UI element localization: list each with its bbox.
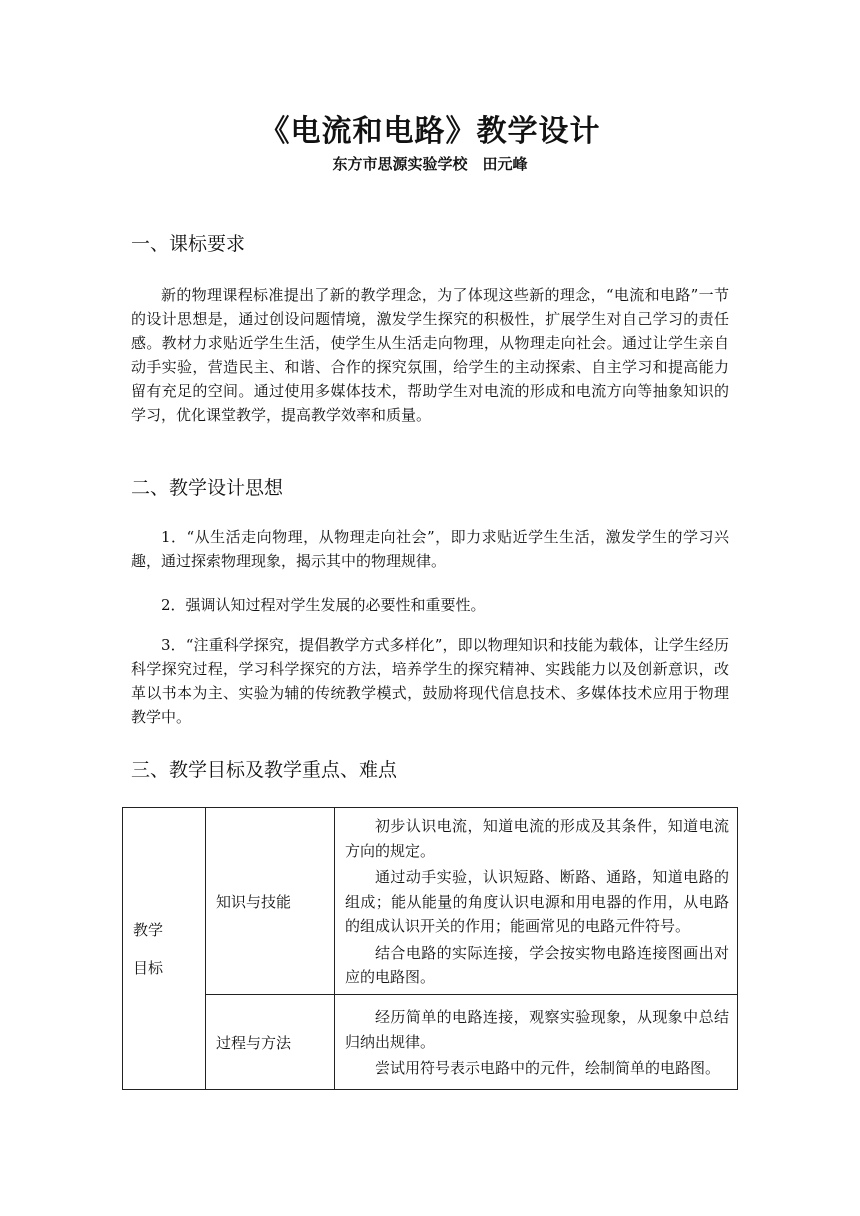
paragraph-design-idea-3: 3．“注重科学探究，提倡教学方式多样化”，即以物理知识和技能为载体，让学生经历科学探究过程，学习科学探究的方法，培养学生的探究精神、实践能力以及创新意识，改革以书本为主、实验为辅的传统教学模式，鼓励将现代信息技术、多媒体技术应用于物理教学中。: [131, 636, 729, 726]
teaching-goals-table: [122, 807, 738, 1090]
goals-category-cell: [123, 808, 206, 1090]
table-row: [123, 808, 738, 995]
goal-label-process: 过程与方法: [216, 1033, 292, 1052]
goal-content-cell: [335, 995, 738, 1090]
paragraph-curriculum: 新的物理课程标准提出了新的教学理念，为了体现这些新的理念，“电流和电路”一节的设计思想是，通过创设问题情境，激发学生探究的积极性，扩展学生对自己学习的责任感。教材力求贴近学生生活，使学生从生活走向物理，从物理走向社会。通过让学生亲自动手实验，营造民主、和谐、合作的探究氛围，给学生的主动探索、自主学习和提高能力留有充足的空间。通过使用多媒体技术，帮助学生对电流的形成和电流方向等抽象知识的学习，优化课堂教学，提高教学效率和质量。: [131, 286, 729, 424]
goal-item: 初步认识电流，知道电流的形成及其条件，知道电流方向的规定。: [345, 817, 729, 860]
author-line: 东方市思源实验学校 田元峰: [332, 155, 528, 173]
paragraph-design-idea-1: 1．“从生活走向物理，从物理走向社会”，即力求贴近学生生活，激发学生的学习兴趣，通过探索物理现象，揭示其中的物理规律。: [131, 528, 729, 570]
goal-item: 尝试用符号表示电路中的元件，绘制简单的电路图。: [375, 1059, 721, 1078]
section-heading-curriculum: 一、课标要求: [131, 233, 246, 255]
goal-item: 结合电路的实际连接，学会按实物电路连接图画出对应的电路图。: [345, 943, 729, 987]
document-title: 《电流和电路》教学设计: [259, 114, 601, 149]
goal-content-cell: [335, 808, 738, 995]
goals-category-line2: 目标: [133, 958, 164, 977]
section-heading-design-idea: 二、教学设计思想: [131, 477, 284, 499]
goal-label-cell: [206, 808, 335, 995]
goal-label-knowledge: 知识与技能: [216, 892, 292, 911]
table-row: [123, 995, 738, 1090]
goals-category-line1: 教学: [133, 920, 164, 939]
section-heading-goals: 三、教学目标及教学重点、难点: [131, 759, 398, 781]
paragraph-design-idea-2: 2．强调认知过程对学生发展的必要性和重要性。: [161, 596, 486, 614]
goal-item: 经历简单的电路连接，观察实验现象，从现象中总结归纳出规律。: [345, 1008, 729, 1051]
goal-label-cell: [206, 995, 335, 1090]
goal-item: 通过动手实验，认识短路、断路、通路，知道电路的组成；能从能量的角度认识电源和用电器的作用，从电路的组成认识开关的作用；能画常见的电路元件符号。: [345, 868, 729, 936]
